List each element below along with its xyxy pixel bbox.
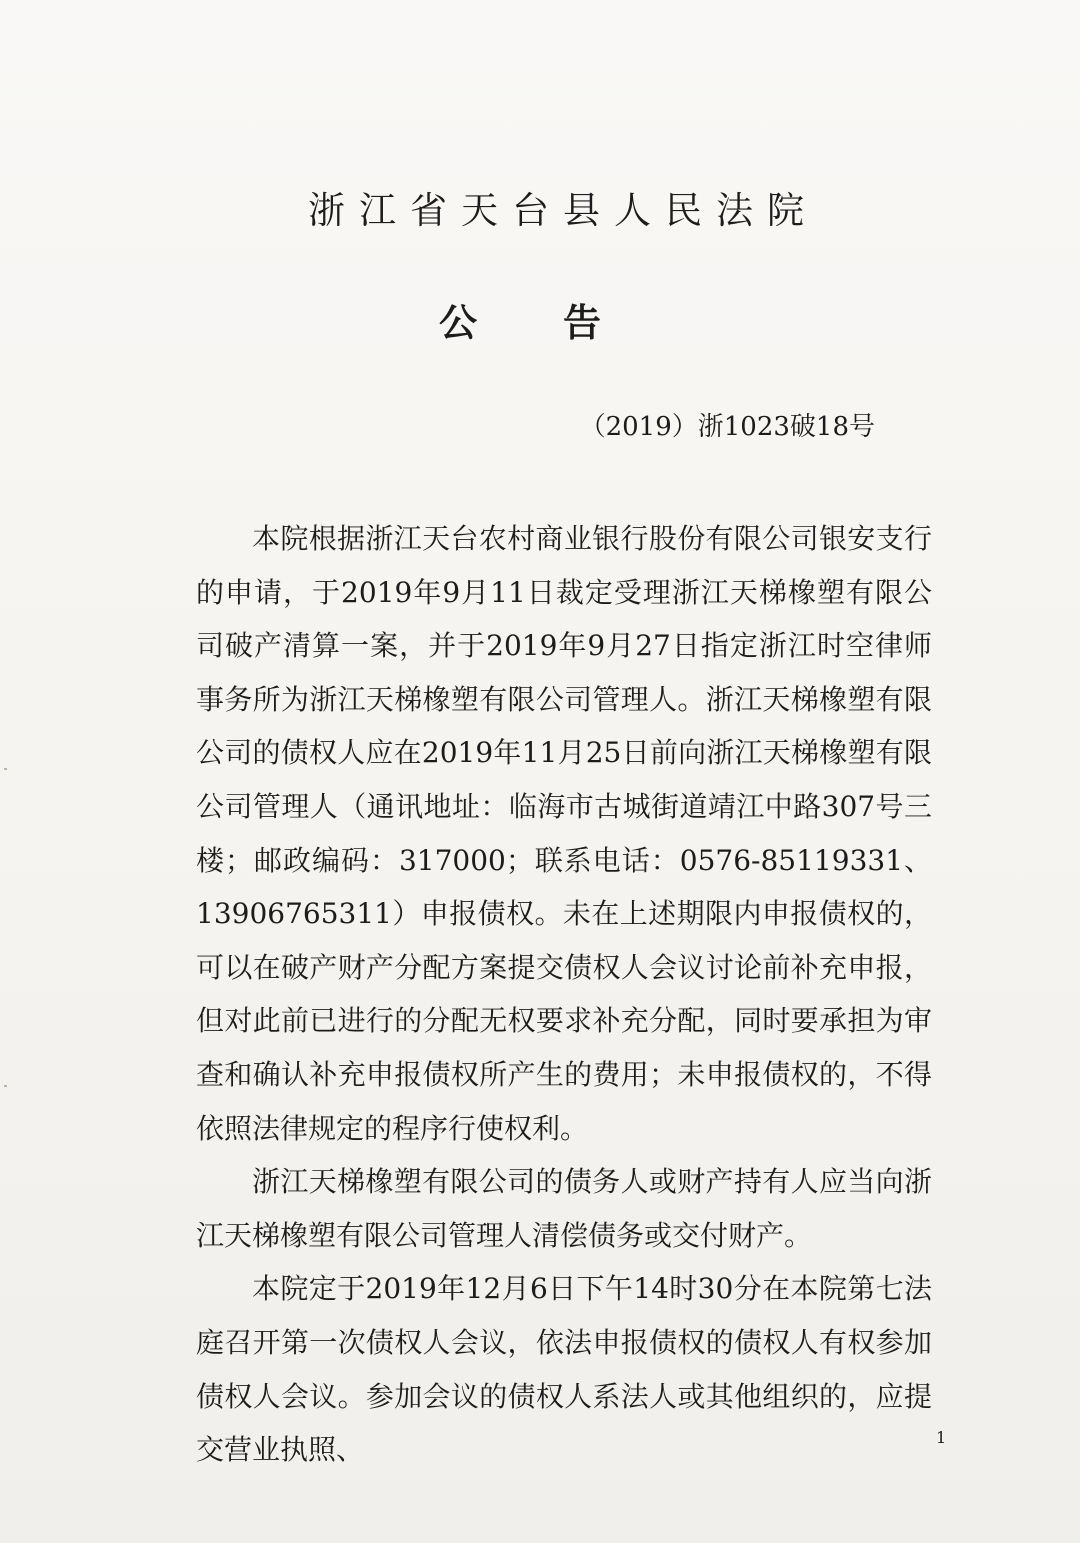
page-number: 1 bbox=[936, 1428, 947, 1447]
court-name: 浙江省天台县人民法院 bbox=[308, 189, 818, 232]
scan-edge-mark bbox=[4, 768, 7, 770]
paragraph-debtor-obligations: 浙江天梯橡塑有限公司的债务人或财产持有人应当向浙江天梯橡塑有限公司管理人清偿债务或交付财产。 bbox=[196, 1165, 932, 1252]
announcement-body bbox=[196, 512, 932, 1477]
case-number: （2019）浙1023破18号 bbox=[579, 412, 875, 442]
paragraph-creditor-meeting: 本院定于2019年12月6日下午14时30分在本院第七法庭召开第一次债权人会议，依法申报债权的债权人有权参加债权人会议。参加会议的债权人系法人或其他组织的，应提交营业执照、 bbox=[196, 1272, 932, 1467]
scan-edge-mark bbox=[4, 1085, 7, 1087]
paragraph-creditor-claims: 本院根据浙江天台农村商业银行股份有限公司银安支行的申请，于2019年9月11日裁定受理浙江天梯橡塑有限公司破产清算一案，并于2019年9月27日指定浙江时空律师事务所为浙江天梯橡塑有限公司管理人。浙江天梯橡塑有限公司的债权人应在2019年11月25日前向浙江天梯橡塑有限公司管理人（通讯地址：临海市古城街道靖江中路307号三楼；邮政编码：317000；联系电话：0576-85119331、13906765311）申报债权。未在上述期限内申报债权的，可以在破产财产分配方案提交债权人会议讨论前补充申报，但对此前已进行的分配无权要求补充分配，同时要承担为审查和确认补充申报债权所产生的费用；未申报债权的，不得依照法律规定的程序行使权利。 bbox=[196, 522, 932, 1145]
document-title: 公告 bbox=[438, 301, 687, 345]
